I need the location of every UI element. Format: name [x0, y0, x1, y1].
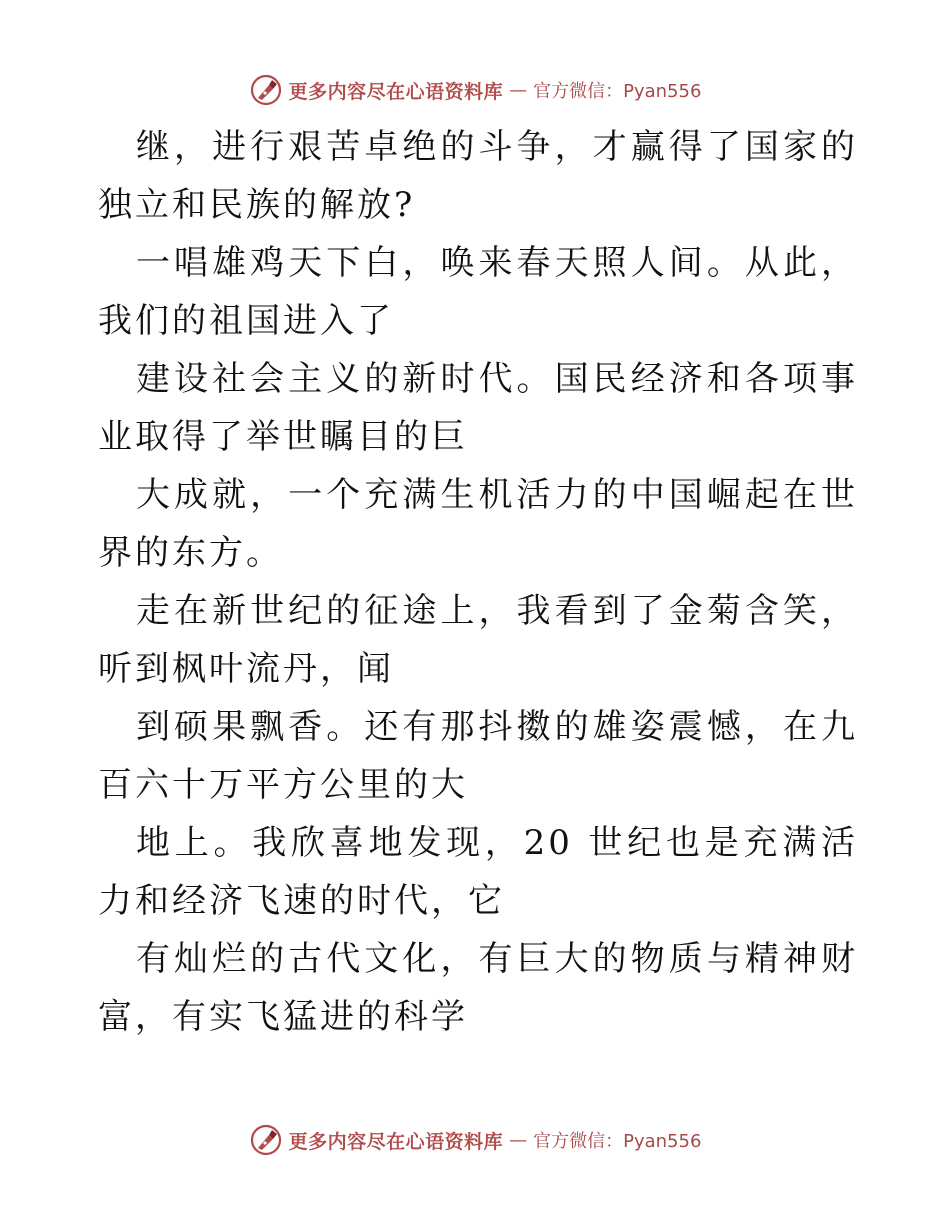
pen-nib-logo-icon — [249, 73, 283, 107]
paragraph: 继，进行艰苦卓绝的斗争，才赢得了国家的独立和民族的解放? — [98, 127, 858, 225]
document-body — [98, 118, 858, 1046]
paragraph: 地上。我欣喜地发现，20 世纪也是充满活力和经济飞速的时代，它 — [98, 823, 858, 921]
banner-separator: — — [509, 1129, 528, 1151]
banner-wechat: 官方微信：Pyan556 — [533, 1131, 702, 1152]
banner-text: 更多内容尽在心语资料库 — [288, 1130, 504, 1153]
paragraph: 到硕果飘香。还有那抖擞的雄姿震憾，在九百六十万平方公里的大 — [98, 707, 858, 805]
paragraph: 走在新世纪的征途上，我看到了金菊含笑，听到枫叶流丹，闻 — [98, 591, 858, 689]
header-banner — [0, 70, 950, 110]
pen-nib-logo-icon — [249, 1123, 283, 1157]
paragraph: 建设社会主义的新时代。国民经济和各项事业取得了举世瞩目的巨 — [98, 359, 858, 457]
paragraph: 有灿烂的古代文化，有巨大的物质与精神财富，有实飞猛进的科学 — [98, 939, 858, 1037]
banner-text: 更多内容尽在心语资料库 — [288, 80, 504, 103]
footer-banner — [0, 1120, 950, 1160]
paragraph: 一唱雄鸡天下白，唤来春天照人间。从此，我们的祖国进入了 — [98, 243, 858, 341]
banner-wechat: 官方微信：Pyan556 — [533, 81, 702, 102]
paragraph: 大成就，一个充满生机活力的中国崛起在世界的东方。 — [98, 475, 858, 573]
banner-separator: — — [509, 79, 528, 101]
